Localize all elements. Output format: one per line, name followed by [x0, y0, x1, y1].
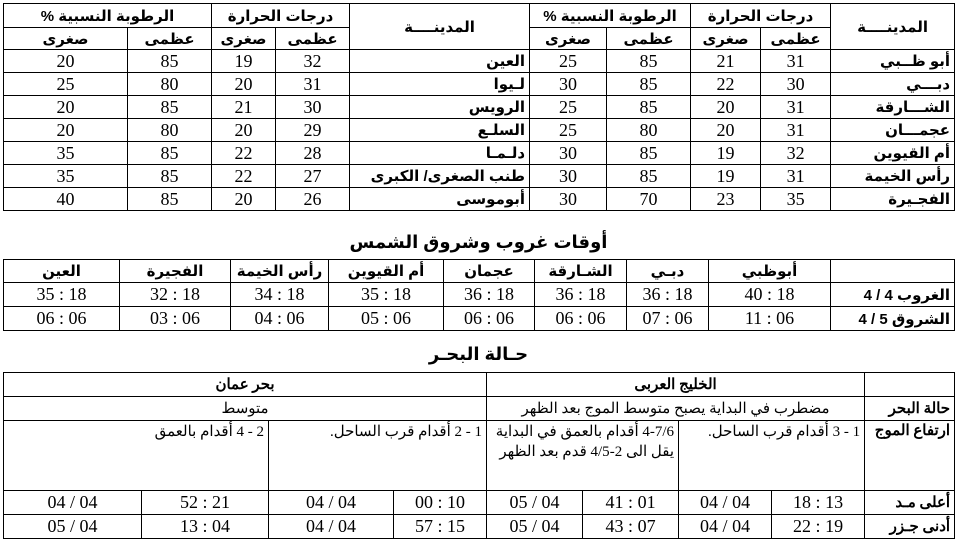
sunset-time: 18 : 36	[627, 283, 709, 307]
city-name: دبـــي	[831, 73, 955, 96]
humidity-min: 20	[4, 96, 128, 119]
low-tide-time: 15 : 57	[394, 515, 487, 539]
humidity-max: 85	[128, 188, 212, 211]
table-row	[4, 188, 955, 211]
table-row	[4, 142, 955, 165]
sunrise-time: 06 : 06	[444, 307, 535, 331]
humidity-min: 25	[530, 96, 607, 119]
temp-min: 22	[212, 165, 276, 188]
sunset-time: 18 : 40	[709, 283, 831, 307]
header-city-1: المدينــــة	[831, 4, 955, 50]
temp-min: 21	[212, 96, 276, 119]
sun-table	[3, 259, 955, 331]
humidity-max: 85	[607, 142, 691, 165]
header-humidity-2: الرطوبة النسبية %	[4, 4, 212, 28]
temp-max: 30	[761, 73, 831, 96]
humidity-max: 85	[607, 96, 691, 119]
sea-corner	[865, 373, 955, 397]
header-max: عظمى	[276, 28, 350, 50]
weather-table	[3, 3, 955, 211]
humidity-max: 85	[128, 165, 212, 188]
sunset-time: 18 : 32	[120, 283, 231, 307]
wave-height-label: ارتفاع الموج	[865, 421, 955, 491]
temp-min: 19	[691, 142, 761, 165]
sun-city-header: عجمان	[444, 260, 535, 283]
table-row	[4, 165, 955, 188]
temp-min: 22	[691, 73, 761, 96]
humidity-max: 70	[607, 188, 691, 211]
temp-max: 35	[761, 188, 831, 211]
low-tide-date: 04 / 04	[679, 515, 772, 539]
humidity-min: 30	[530, 188, 607, 211]
city-name: الرويس	[350, 96, 530, 119]
city-name: الفجـيرة	[831, 188, 955, 211]
sunset-time: 18 : 34	[231, 283, 329, 307]
city-name: أبوموسى	[350, 188, 530, 211]
sun-city-header: العين	[4, 260, 120, 283]
high-tide-date: 04 / 04	[4, 491, 142, 515]
temp-min: 23	[691, 188, 761, 211]
header-humidity-1: الرطوبة النسبية %	[530, 4, 691, 28]
low-tide-label: أدنى جـزر	[865, 515, 955, 539]
sunrise-time: 06 : 06	[535, 307, 627, 331]
sunrise-time: 06 : 03	[120, 307, 231, 331]
low-tide-date: 04 / 04	[269, 515, 394, 539]
wave-gulf-deep: 4-7/6 أقدام بالعمق في البداية يقل الى 2-4/5 قدم بعد الظهر	[487, 421, 679, 491]
temp-min: 20	[212, 188, 276, 211]
low-tide-time: 19 : 22	[772, 515, 865, 539]
temp-max: 31	[761, 119, 831, 142]
high-tide-date: 04 / 04	[679, 491, 772, 515]
humidity-min: 20	[4, 50, 128, 73]
humidity-max: 85	[607, 73, 691, 96]
table-row	[4, 50, 955, 73]
wave-gulf-coast: 1 - 3 أقدام قرب الساحل.	[679, 421, 865, 491]
temp-max: 28	[276, 142, 350, 165]
high-tide-time: 10 : 00	[394, 491, 487, 515]
high-tide-label: أعلى مـد	[865, 491, 955, 515]
temp-max: 29	[276, 119, 350, 142]
wave-oman-coast: 1 - 2 أقدام قرب الساحل.	[269, 421, 487, 491]
header-max: عظمى	[128, 28, 212, 50]
table-row	[4, 96, 955, 119]
city-name: رأس الخيمة	[831, 165, 955, 188]
low-tide-date: 04 / 05	[4, 515, 142, 539]
sea-table	[3, 372, 955, 539]
header-max: عظمى	[607, 28, 691, 50]
sunrise-time: 06 : 05	[329, 307, 444, 331]
temp-min: 19	[691, 165, 761, 188]
city-name: الشـــارقة	[831, 96, 955, 119]
humidity-min: 35	[4, 142, 128, 165]
humidity-min: 20	[4, 119, 128, 142]
sun-city-header: دبـي	[627, 260, 709, 283]
header-min: صغرى	[691, 28, 761, 50]
humidity-max: 80	[128, 73, 212, 96]
sun-city-header: الفجيرة	[120, 260, 231, 283]
header-city-2: المدينــــة	[350, 4, 530, 50]
city-name: عجمـــان	[831, 119, 955, 142]
city-name: لـيوا	[350, 73, 530, 96]
humidity-max: 85	[607, 165, 691, 188]
sun-corner	[831, 260, 955, 283]
temp-max: 26	[276, 188, 350, 211]
humidity-max: 80	[607, 119, 691, 142]
header-min: صغرى	[530, 28, 607, 50]
city-name: السلـع	[350, 119, 530, 142]
sun-title: أوقات غروب وشروق الشمس	[349, 232, 608, 252]
temp-max: 32	[761, 142, 831, 165]
sunrise-time: 06 : 07	[627, 307, 709, 331]
humidity-min: 30	[530, 142, 607, 165]
city-name: طنب الصغرى/ الكبرى	[350, 165, 530, 188]
sunset-label: الغروب 4 / 4	[831, 283, 955, 307]
temp-max: 31	[761, 96, 831, 119]
header-temp-2: درجات الحرارة	[212, 4, 350, 28]
sunrise-time: 06 : 11	[709, 307, 831, 331]
humidity-min: 40	[4, 188, 128, 211]
sea-state-oman: متوسط	[4, 397, 487, 421]
high-tide-time: 21 : 52	[142, 491, 269, 515]
header-min: صغرى	[212, 28, 276, 50]
low-tide-date: 04 / 05	[487, 515, 583, 539]
low-tide-time: 04 : 13	[142, 515, 269, 539]
table-row	[4, 73, 955, 96]
sunset-time: 18 : 35	[329, 283, 444, 307]
humidity-max: 85	[607, 50, 691, 73]
humidity-min: 25	[4, 73, 128, 96]
sea-gulf-header: الخليج العربى	[487, 373, 865, 397]
temp-max: 30	[276, 96, 350, 119]
city-name: دلـمـا	[350, 142, 530, 165]
humidity-min: 35	[4, 165, 128, 188]
temp-min: 19	[212, 50, 276, 73]
temp-max: 31	[276, 73, 350, 96]
humidity-min: 25	[530, 119, 607, 142]
sea-oman-header: بحر عمان	[4, 373, 487, 397]
sun-city-header: أم القيوين	[329, 260, 444, 283]
temp-max: 31	[761, 50, 831, 73]
humidity-max: 85	[128, 142, 212, 165]
humidity-min: 30	[530, 73, 607, 96]
sea-state-gulf: مضطرب في البداية يصبح متوسط الموج بعد الظهر	[487, 397, 865, 421]
sun-city-header: رأس الخيمة	[231, 260, 329, 283]
sunset-time: 18 : 35	[4, 283, 120, 307]
sunrise-label: الشروق 5 / 4	[831, 307, 955, 331]
sea-state-label: حالة البحر	[865, 397, 955, 421]
temp-max: 27	[276, 165, 350, 188]
temp-min: 21	[691, 50, 761, 73]
temp-max: 32	[276, 50, 350, 73]
humidity-max: 85	[128, 50, 212, 73]
sunset-time: 18 : 36	[444, 283, 535, 307]
temp-min: 22	[212, 142, 276, 165]
wave-oman-deep: 2 - 4 أقدام بالعمق	[4, 421, 269, 491]
temp-min: 20	[691, 96, 761, 119]
sun-city-header: أبوظبي	[709, 260, 831, 283]
city-name: أبو ظــبي	[831, 50, 955, 73]
humidity-max: 85	[128, 96, 212, 119]
sun-city-header: الشـارقة	[535, 260, 627, 283]
sunset-time: 18 : 36	[535, 283, 627, 307]
humidity-min: 25	[530, 50, 607, 73]
header-max: عظمى	[761, 28, 831, 50]
high-tide-date: 04 / 04	[269, 491, 394, 515]
sunrise-time: 06 : 04	[231, 307, 329, 331]
humidity-max: 80	[128, 119, 212, 142]
high-tide-time: 01 : 41	[583, 491, 679, 515]
low-tide-time: 07 : 43	[583, 515, 679, 539]
table-row	[4, 119, 955, 142]
humidity-min: 30	[530, 165, 607, 188]
temp-min: 20	[212, 73, 276, 96]
city-name: أم القيوين	[831, 142, 955, 165]
high-tide-date: 04 / 05	[487, 491, 583, 515]
header-min: صغرى	[4, 28, 128, 50]
header-temp-1: درجات الحرارة	[691, 4, 831, 28]
high-tide-time: 13 : 18	[772, 491, 865, 515]
temp-min: 20	[212, 119, 276, 142]
city-name: العين	[350, 50, 530, 73]
temp-max: 31	[761, 165, 831, 188]
sunrise-time: 06 : 06	[4, 307, 120, 331]
sea-title: حـالة البحـر	[428, 344, 529, 364]
temp-min: 20	[691, 119, 761, 142]
